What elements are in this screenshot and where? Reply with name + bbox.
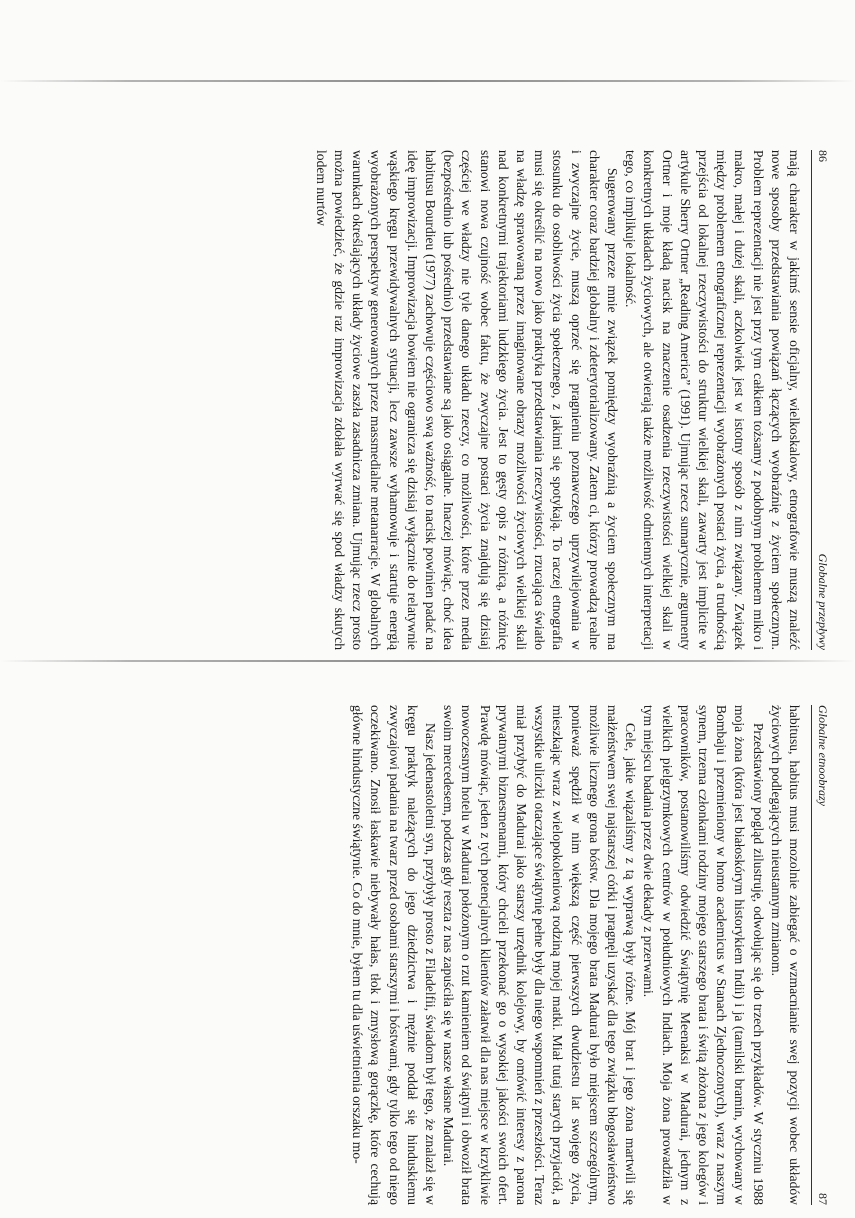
page-86 bbox=[20, 150, 830, 650]
paragraph: Nasz jedenastoletni syn, przybyły prosto z Filadelfii, świadom był tego, że znalazł się w kręgu praktyk należących do jego dziedzictwa i mężnie poddał się hinduskiemu zwyczajowi padania na twarz przed osobami starszymi i bóstwami, gdy tylko tego od niego oczekiwano. Znosił łaskawie niebywały hałas, tłok i zmysłową gorączkę, które cechują główne hindustyczne świątynie. Co do mnie, byłem tu dla uświetnienia orszaku mo- bbox=[350, 705, 438, 1205]
paragraph: habitusu, habitus musi mozolnie zabiegać o wzmacnianie swej pozycji wobec układów życiowych podlegających nieustannym zmianom. bbox=[768, 705, 802, 1205]
paragraph: Sugerowany przeze mnie związek pomiędzy wyobraźnią a życiem społecznym ma charakter coraz bardziej globalny i zdeterytorializowany. Zatem ci, którzy prowadzą realne i zwyczajne życie, muszą oprzeć się pragnieniu poznawczego uprzywilejowania w stosunku do osobliwości życia społecznego, z jakimi się spotykają. To raczej etnografia musi się określić na nowo jako praktyka przedstawiania rzeczywistości, rzucająca światło na władzę sprawowaną przez imaginowane obrazy możliwości życiowych wielkiej skali nad konkretnymi trajektoriami ludzkiego życia. Jest to gęsty opis z różnicą, a różnicę stanowi nowa czujność wobec faktu, że zwyczajne postaci życia znajdują się dzisiaj częściej we władzy nie tyle danego układu rzeczy, co możliwości, które przez media (bezpośrednio lub pośrednio) przedstawiane są jako osiągalne. Inaczej mówiąc, choć idea habitusu Bourdieu (1977) zachowuje częściowo swą ważność, to nacisk powinien padać na ideę improwizacji. Improwizacja bowiem nie ogranicza się dzisiaj wyłącznie do relatywnie wąskiego kręgu przewidywalnych sytuacji, lecz zawsze wyhamowuje i startuje energią wyobrażonych perspektyw generowanych przez massmedialne metanarracje. W globalnych warunkach określających układy życiowe zaszła zasadnicza zmiana. Ujmując rzecz prosto można powiedzieć, że gdzie raz improwizacja zdołała wyrwać się spod władzy skutych lodem nurtów bbox=[313, 150, 620, 650]
running-head-86 bbox=[811, 150, 830, 650]
page-number-87: 87 bbox=[816, 1193, 830, 1205]
running-title-86: Globalne przepływy bbox=[816, 553, 830, 650]
paragraph: Cele, jakie wiązaliśmy z tą wyprawą były różne. Mój brat i jego żona martwili się małżeństwem swej najstarszej córki i pragnęli uzyskać dla tego związku błogosławieństwo możliwie licznego grona bóstw. Dla mojego brata Madurai było miejscem szczególnym, ponieważ spędził w nim większą część pierwszych dwudziestu lat swojego życia, mieszkając wraz z wielopokoleniową rodziną mojej matki. Miał tutaj starych przyjaciół, a wszystkie uliczki otaczające świątynię pełne były dla niego wspomnień z przeszłości. Teraz miał przybyć do Madurai jako starszy urzędnik kolejowy, by omówić interesy z parona prywatnymi biznesmenami, który chcieli przekonać go o wysokiej jakości swoich ofert. Prawdę mówiąc, jeden z tych potencjalnych klientów załatwił dla nas miejsce w krzykliwie nowoczesnym hotelu w Madurai położonym o rzut kamieniem od świątyni i obwoził brata swoim mercedesem, podczas gdy reszta z nas zapuściła się w nasze własne Madurai. bbox=[441, 705, 639, 1205]
body-text-87 bbox=[348, 705, 803, 1205]
page-number-86: 86 bbox=[816, 150, 830, 162]
body-text-86 bbox=[312, 150, 803, 650]
page-87 bbox=[20, 705, 830, 1205]
fold-line-top bbox=[0, 80, 855, 82]
fold-line-middle bbox=[0, 660, 855, 662]
running-head-87 bbox=[811, 705, 830, 1205]
paragraph: Przedstawiony pogląd zilustruję, odwołując się do trzech przykładów. W styczniu 1988 moja żona (która jest białoskórym historykiem Indii) i ja (tamilski bramin, wychowany w Bombaju i przemieniony w homo academicus w Stanach Zjednoczonych), wraz z naszym synem, trzema członkami rodziny mojego starszego brata i świtą złożona z jego kolegów i pracowników, postanowiliśmy odwiedzić Świątynię Meenaksi w Madurai, jednym z wielkich pielgrzymkowych centrów w południowych Indiach. Moja żona prowadziła w tym miejscu badania przez dwie dekady z przerwami. bbox=[641, 705, 766, 1205]
paragraph: mają charakter w jakimś sensie oficjalny, wielkoskalowy, etnografowie muszą znaleźć nowe sposoby przedstawiania powiązań łączących wyobraźnię z życiem społecznym. Problem reprezentacji nie jest przy tym całkiem tożsamy z podobnym problemem mikro i makro, małej i dużej skali, aczkolwiek jest w istotny sposób z nim związany. Związek między problemem etnograficznej reprezentacji wyobrażonych postaci życia, a trudnością przejścia od lokalnej rzeczywistości do struktur wielkiej skali, zawarty jest implicite w artykule Sherry Ortner „Reading America” (1991). Ujmując rzecz sumarycznie, argumenty Ortner i moje kładą nacisk na znaczenie osadzenia rzeczywistości wielkiej skali w konkretnych układach życiowych, ale otwierają także możliwość odmiennych interpretacji tego, co implikuje lokalność. bbox=[623, 150, 802, 650]
running-title-87: Globalne etnoobrazy bbox=[816, 705, 830, 806]
